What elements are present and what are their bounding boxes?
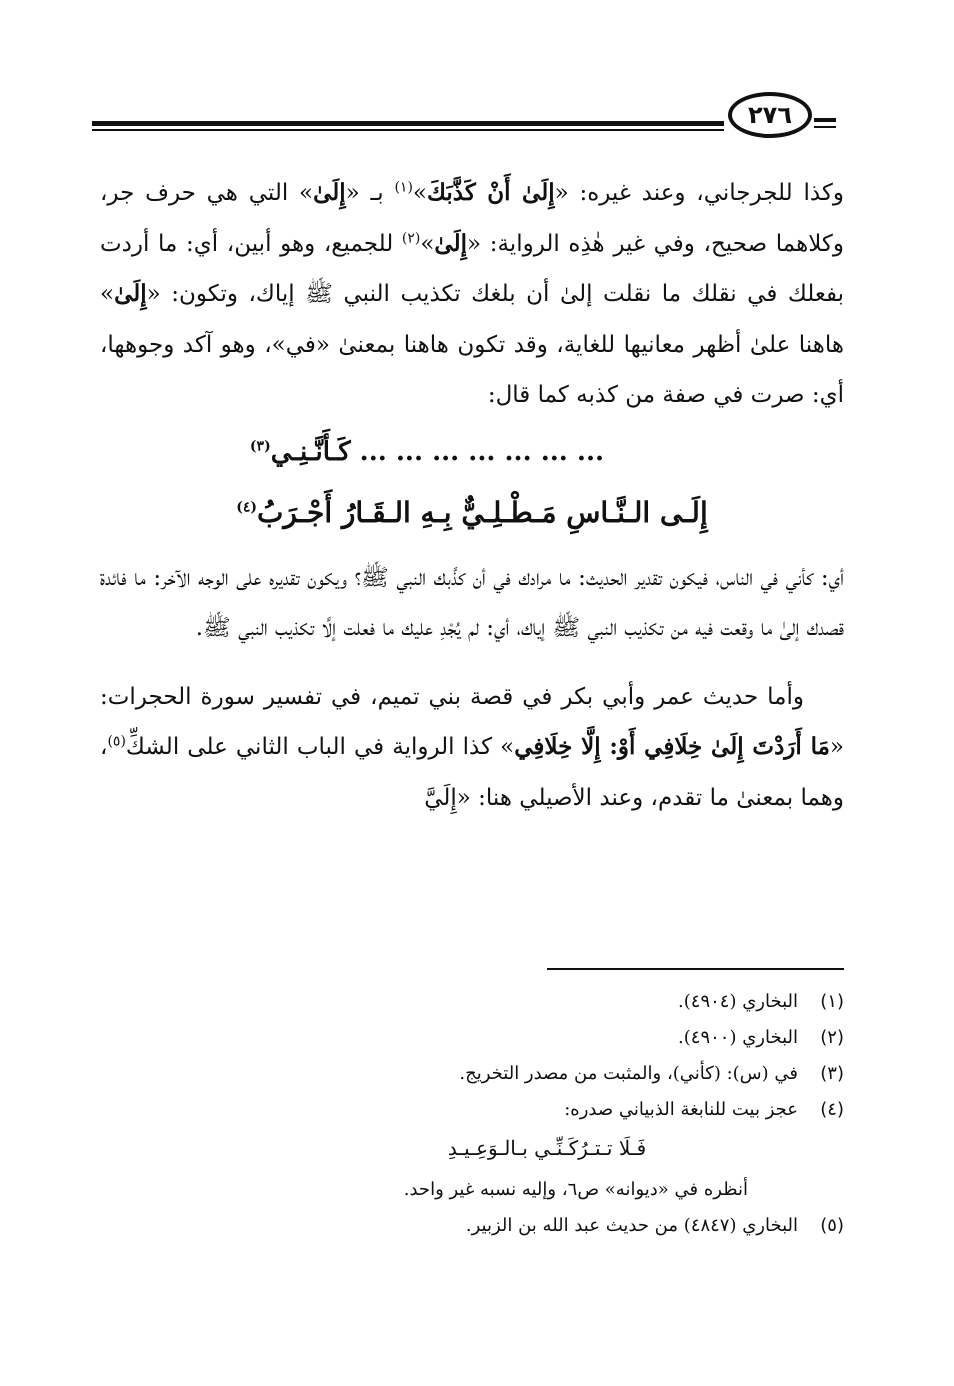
footnote-3 (100, 1056, 844, 1092)
footnote-4 (100, 1092, 844, 1128)
footnote-text: البخاري (٤٩٠٤). (678, 991, 798, 1012)
quote: إِلَىٰ (114, 280, 147, 307)
verse-line-2 (100, 481, 844, 545)
footnote-number: (١) (820, 991, 844, 1012)
footnote-text: في (س): (كأني)، والمثبت من مصدر التخريج. (459, 1063, 798, 1084)
footnote-ref-4[interactable]: (٤) (236, 499, 258, 516)
verse-text: إِلَـى الـنَّـاسِ مَـطْـلِـيٌّ بِـهِ الـقَـارُ أَجْـرَبُ (257, 495, 708, 529)
footnote-verse: فَـلَا تـتـرُكَـنِّـي بـالـوَعِـيـدِ (447, 1136, 647, 1160)
verse-text: ... ... ... ... ... ... ... كَـأَنَّـنِـي (270, 436, 605, 467)
text-span: » (412, 180, 427, 206)
quote: مَا أَرَدْتَ إِلَىٰ خِلَافِي أَوْ: إِلَّا خِلَافِي (514, 733, 830, 760)
header-rule-thin (92, 129, 724, 131)
text-span: » هاهنا علىٰ أظهر معانيها للغاية، وقد تكون هاهنا بمعنىٰ «في»، وهو آكد وجوهها، أي: صرت في صفة من كذبه كما قال: (100, 281, 844, 408)
footnotes (100, 984, 844, 1244)
text-span: للجميع، وهو أبين، أي: ما أردت بفعلك في نقلك ما نقلت إلىٰ أن بلغك تكذيب النبي ﷺ إياك، وتكون: « (100, 230, 844, 307)
header-rule-right (814, 118, 836, 122)
footnote-1 (100, 984, 844, 1020)
footnote-text: عجز بيت للنابغة الذبياني صدره: (564, 1099, 798, 1120)
page-number: ٢٧٦ (728, 92, 812, 138)
footnote-2 (100, 1020, 844, 1056)
footnote-number: (٥) (820, 1215, 844, 1236)
paragraph-2: أي: كأني في الناس، فيكون تقدير الحديث: ما مرادك في أن كذَّبك النبي ﷺ؟ ويكون تقديره على الوجه الآخر: ما فائدة قصدك إلىٰ ما وقعت فيه من تكذيب النبي ﷺ إياك، أي: لم يُجْدِ عليك ما فعلت إلَّا تكذيب النبي ﷺ. (100, 564, 844, 641)
footnote-ref-5[interactable]: (٥) (107, 733, 126, 750)
text-span: بـ « (345, 180, 395, 206)
verse-line-1 (100, 423, 844, 481)
header-rule-thick (92, 121, 724, 126)
quote: إِلَىٰ أَنْ كَذَّبَكَ (426, 179, 555, 206)
text-span: » (420, 230, 435, 257)
footnote-text: البخاري (٤٨٤٧) من حديث عبد الله بن الزبير. (465, 1215, 798, 1236)
footnote-number: (٢) (820, 1027, 844, 1048)
text-span: » التي هي حرف جر، وكلاهما صحيح، وفي غير هٰذِه الرواية: « (100, 180, 844, 257)
footnote-4-note: أنظره في «ديوانه» ص٦، وإليه نسبه غير واحد. (403, 1179, 748, 1200)
footnote-5 (100, 1208, 844, 1244)
footnote-ref-3[interactable]: (٣) (249, 437, 271, 454)
footnote-ref-2[interactable]: (٢) (401, 229, 421, 246)
quote: إِلَىٰ (434, 229, 467, 257)
paragraph-1 (100, 168, 844, 421)
footnote-number: (٣) (820, 1063, 844, 1084)
text-span: ، وهما بمعنىٰ ما تقدم، وعند الأصيلي هنا: «إِلَيَّ (100, 734, 844, 811)
main-text (100, 168, 844, 823)
paragraph-3 (100, 672, 844, 824)
text-span: وكذا للجرجاني، وعند غيره: « (554, 180, 844, 206)
footnote-ref-1[interactable]: (١) (394, 179, 413, 196)
text-span: وأما حديث عمر وأبي بكر في قصة بني تميم، في تفسير سورة الحجرات: « (100, 683, 844, 760)
quote: إِلَىٰ (313, 179, 346, 206)
footnote-number: (٤) (820, 1099, 844, 1120)
footnote-text: البخاري (٤٩٠٠). (678, 1027, 798, 1048)
footnote-separator (547, 968, 844, 970)
text-span: » كذا الرواية في الباب الثاني على الشكِّ (125, 734, 515, 760)
header-rule-right-thin (814, 126, 836, 128)
page-header (92, 92, 836, 142)
